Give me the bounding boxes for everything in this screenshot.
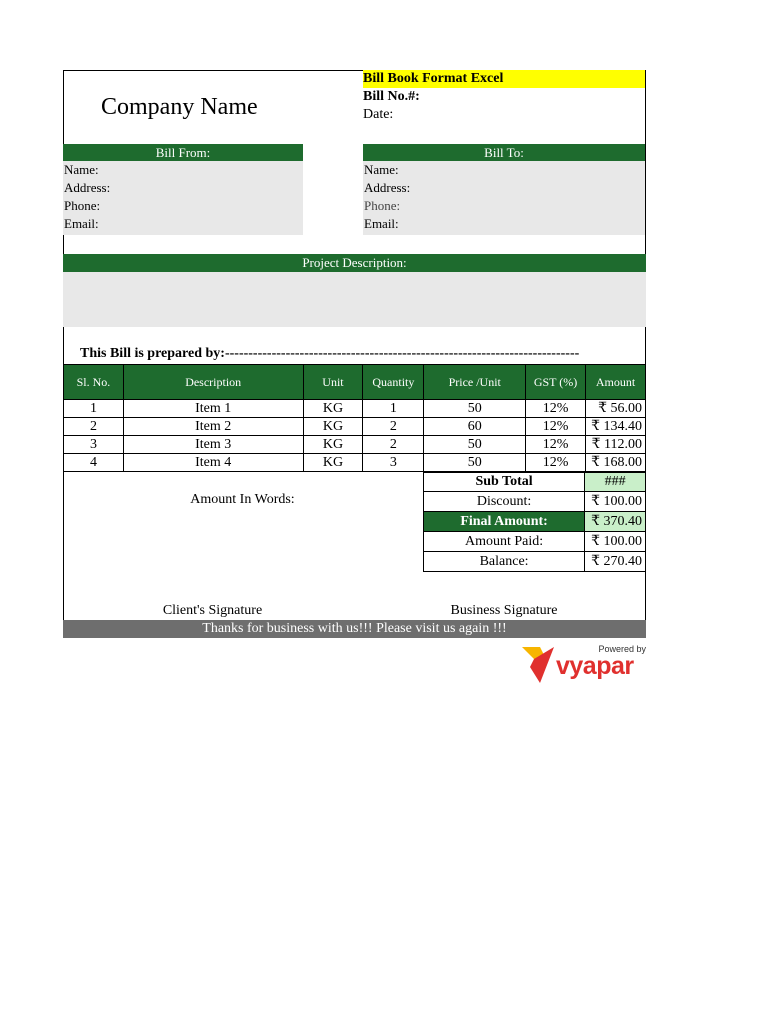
bill-from-phone: Phone: <box>64 198 101 213</box>
final-amount-value: ₹ 370.40 <box>585 512 646 532</box>
balance-label: Balance: <box>424 552 585 572</box>
cell-quantity: 2 <box>363 436 424 454</box>
vyapar-logo-icon <box>520 645 556 685</box>
cell-sl-no: 4 <box>64 454 124 472</box>
cell-amount: ₹ 134.40 <box>586 418 646 436</box>
bill-title: Bill Book Format Excel <box>363 70 645 88</box>
footer-thanks: Thanks for business with us!!! Please visit us again !!! <box>63 620 646 638</box>
cell-amount: ₹ 112.00 <box>586 436 646 454</box>
cell-unit: KG <box>303 418 363 436</box>
amount-paid-value: ₹ 100.00 <box>585 532 646 552</box>
client-signature-label: Client's Signature <box>162 603 263 618</box>
final-amount-label: Final Amount: <box>424 512 585 532</box>
bill-number-label: Bill No.#: <box>363 89 420 104</box>
project-description-box <box>63 272 646 327</box>
amount-paid-label: Amount Paid: <box>424 532 585 552</box>
balance-value: ₹ 270.40 <box>585 552 646 572</box>
discount-value: ₹ 100.00 <box>585 492 646 512</box>
bill-to-name: Name: <box>364 162 399 177</box>
cell-sl-no: 3 <box>64 436 124 454</box>
items-table <box>63 364 646 472</box>
sub-total-value: ### <box>585 473 646 492</box>
cell-gst: 12% <box>526 436 586 454</box>
cell-description: Item 1 <box>123 400 303 418</box>
header-unit: Unit <box>303 365 363 400</box>
bill-to-heading: Bill To: <box>363 144 645 161</box>
bill-from-box <box>63 161 303 235</box>
cell-description: Item 2 <box>123 418 303 436</box>
bill-to-phone: Phone: <box>364 198 401 213</box>
sub-total-label: Sub Total <box>424 473 585 492</box>
cell-description: Item 4 <box>123 454 303 472</box>
header-quantity: Quantity <box>363 365 424 400</box>
vyapar-branding <box>520 644 646 686</box>
project-description-heading: Project Description: <box>63 254 646 272</box>
cell-sl-no: 1 <box>64 400 124 418</box>
table-row <box>64 454 646 472</box>
date-label: Date: <box>363 107 394 122</box>
bill-from-heading: Bill From: <box>63 144 303 161</box>
bill-to-address: Address: <box>364 180 411 195</box>
cell-unit: KG <box>303 454 363 472</box>
cell-unit: KG <box>303 400 363 418</box>
cell-description: Item 3 <box>123 436 303 454</box>
cell-quantity: 3 <box>363 454 424 472</box>
cell-sl-no: 2 <box>64 418 124 436</box>
company-name: Company Name <box>101 94 258 120</box>
vyapar-wordmark: vyapar <box>556 652 634 680</box>
header-gst: GST (%) <box>526 365 586 400</box>
cell-quantity: 1 <box>363 400 424 418</box>
header-sl-no: Sl. No. <box>64 365 124 400</box>
bill-to-box <box>363 161 645 235</box>
discount-row <box>424 492 646 512</box>
bill-to-email: Email: <box>364 216 399 231</box>
cell-price: 50 <box>424 436 526 454</box>
cell-amount: ₹ 56.00 <box>586 400 646 418</box>
cell-price: 50 <box>424 400 526 418</box>
bill-from-name: Name: <box>64 162 99 177</box>
business-signature-label: Business Signature <box>450 603 558 618</box>
bill-from-email: Email: <box>64 216 99 231</box>
prepared-by-line: This Bill is prepared by:---------------------------------------------------------------------------- <box>80 346 580 361</box>
balance-row <box>424 552 646 572</box>
discount-label: Discount: <box>424 492 585 512</box>
table-row <box>64 400 646 418</box>
header-description: Description <box>123 365 303 400</box>
cell-gst: 12% <box>526 418 586 436</box>
amount-paid-row <box>424 532 646 552</box>
powered-by-label: Powered by <box>598 644 646 654</box>
table-row <box>64 418 646 436</box>
sub-total-row <box>424 473 646 492</box>
final-amount-row <box>424 512 646 532</box>
cell-price: 60 <box>424 418 526 436</box>
cell-gst: 12% <box>526 454 586 472</box>
cell-quantity: 2 <box>363 418 424 436</box>
header-amount: Amount <box>586 365 646 400</box>
cell-amount: ₹ 168.00 <box>586 454 646 472</box>
summary-table <box>423 472 646 572</box>
table-row <box>64 436 646 454</box>
bill-from-address: Address: <box>64 180 111 195</box>
header-price-unit: Price /Unit <box>424 365 526 400</box>
table-header-row <box>64 365 646 400</box>
cell-price: 50 <box>424 454 526 472</box>
cell-unit: KG <box>303 436 363 454</box>
amount-in-words-label: Amount In Words: <box>190 492 295 507</box>
cell-gst: 12% <box>526 400 586 418</box>
